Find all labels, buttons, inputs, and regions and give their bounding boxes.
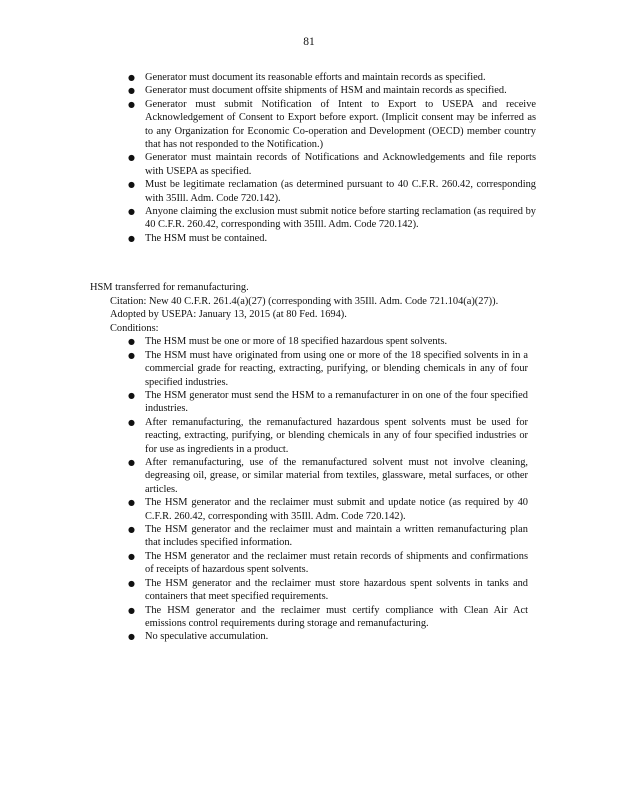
list-item: ● Generator must document offsite shipments of HSM and maintain records as specified. bbox=[128, 84, 536, 97]
list-item: ● Generator must maintain records of Notifications and Acknowledgements and file reports with USEPA as specified. bbox=[128, 151, 536, 178]
list-item: ● No speculative accumulation. bbox=[128, 630, 528, 643]
list-item: ● The HSM generator and the reclaimer must certify compliance with Clean Air Act emissions control requirements during storage and remanufacturing. bbox=[128, 604, 528, 631]
list-item: ● The HSM generator must send the HSM to a remanufacturer in on one of the four specified industries. bbox=[128, 389, 528, 416]
list-item: ● The HSM must be one or more of 18 specified hazardous spent solvents. bbox=[128, 335, 528, 348]
citation-text: Citation: New 40 C.F.R. 261.4(a)(27) (corresponding with 35Ill. Adm. Code 721.104(a)(27)). bbox=[110, 295, 499, 307]
list-item: ● After remanufacturing, the remanufactured hazardous spent solvents must be used for reacting, extracting, purifying, or blending chemicals in any of four specified industries or for use as ingredients in a product. bbox=[128, 416, 528, 456]
list-item: ● The HSM generator and the reclaimer must store hazardous spent solvents in tanks and containers that meet specified requirements. bbox=[128, 577, 528, 604]
hsm-remanufacturing-section bbox=[90, 281, 540, 644]
conditions-list bbox=[128, 335, 528, 643]
adopted-text: Adopted by USEPA: January 13, 2015 (at 80 Fed. 1694). bbox=[110, 309, 347, 321]
list-item: ● The HSM generator and the reclaimer must and maintain a written remanufacturing plan that includes specified information. bbox=[128, 523, 528, 550]
list-item: ● The HSM must have originated from using one or more of the 18 specified solvents in in a commercial grade for reacting, extracting, purifying, or blending chemicals in any of four specified industries. bbox=[128, 349, 528, 389]
conditions-label: Conditions: bbox=[110, 322, 159, 334]
list-item: ● Must be legitimate reclamation (as determined pursuant to 40 C.F.R. 260.42, corresponding with 35Ill. Adm. Code 720.142). bbox=[128, 178, 536, 205]
list-item: ● Anyone claiming the exclusion must submit notice before starting reclamation (as required by 40 C.F.R. 260.42, corresponding with 35Ill. Adm. Code 720.142). bbox=[128, 205, 536, 232]
section-title: HSM transferred for remanufacturing. bbox=[90, 282, 249, 293]
list-item: ● After remanufacturing, use of the remanufactured solvent must not involve cleaning, degreasing oil, grease, or similar material from textiles, glassware, metal surfaces, or other articles. bbox=[128, 456, 528, 496]
list-item: ● The HSM generator and the reclaimer must submit and update notice (as required by 40 C.F.R. 260.42, corresponding with 35Ill. Adm. Code 720.142). bbox=[128, 496, 528, 523]
page-number: 81 bbox=[303, 36, 315, 48]
list-item: ● The HSM must be contained. bbox=[128, 232, 536, 245]
requirements-list bbox=[128, 71, 536, 245]
list-item: ● Generator must document its reasonable efforts and maintain records as specified. bbox=[128, 71, 536, 84]
list-item: ● The HSM generator and the reclaimer must retain records of shipments and confirmations of receipts of hazardous spent solvents. bbox=[128, 550, 528, 577]
list-item: ● Generator must submit Notification of Intent to Export to USEPA and receive Acknowledgement of Consent to Export before export. (Implicit consent may be inferred as to any Organization for Economic Co-operation and Development (OECD) member country that has not responded to the Notification.) bbox=[128, 98, 536, 152]
